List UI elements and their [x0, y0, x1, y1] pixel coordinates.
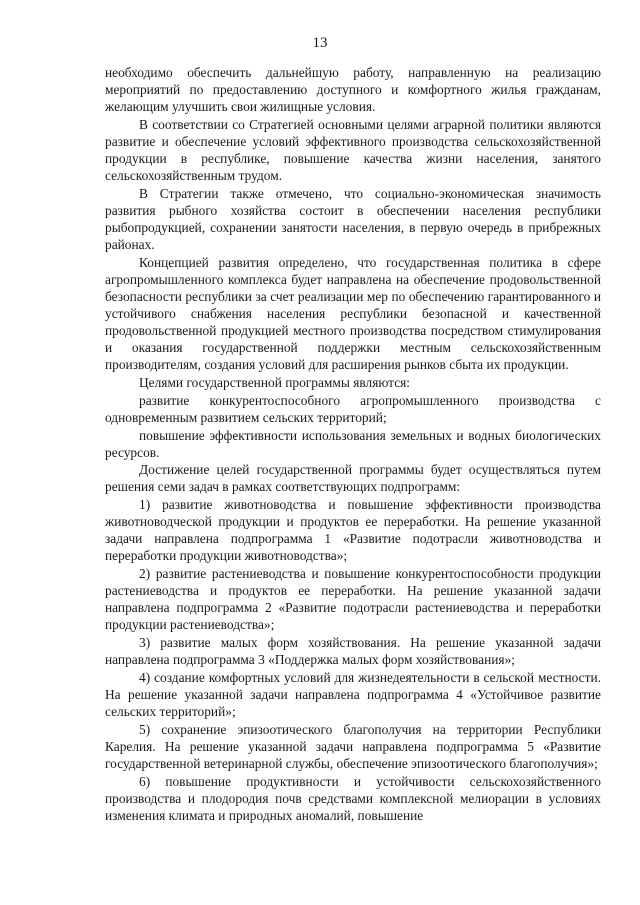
paragraph-task-1: 1) развитие животноводства и повышение эффективности производства животноводческой продукции и продуктов ее переработки. На решение указанной задачи направлена подпрограмма 1 «Развитие подотрасли животноводства и переработки продукции животноводства»;	[105, 497, 601, 564]
paragraph-concept: Концепцией развития определено, что государственная политика в сфере агропромышленного комплекса будет направлена на обеспечение продовольственной безопасности республики за счет реализации мер по обеспечению гарантированного и устойчивого снабжения населения республики безопасной и качественной продовольственной продукцией местного производства посредством стимулирования и оказания государственной поддержки местным сельскохозяйственным производителям, создания условий для расширения рынков сбыта их продукции.	[105, 254, 601, 373]
paragraph-strategy-goals: В соответствии со Стратегией основными целями аграрной политики являются развитие и обеспечение условий эффективного производства сельскохозяйственной продукции в республике, повышение качества жизни населения, занятого сельскохозяйственным трудом.	[105, 116, 601, 184]
paragraph-task-6: 6) повышение продуктивности и устойчивости сельскохозяйственного производства и плодородия почв средствами комплексной мелиорации в условиях изменения климата и природных аномалий, повышение	[105, 773, 601, 823]
paragraph-task-4: 4) создание комфортных условий для жизнедеятельности в сельской местности. На решение указанной задачи направлена подпрограмма 4 «Устойчивое развитие сельских территорий»;	[105, 669, 601, 719]
paragraph-fisheries: В Стратегии также отмечено, что социально-экономическая значимость развития рыбного хозяйства состоит в обеспечении населения республики рыбопродукцией, сохранении занятости населения, в первую очередь в прибрежных районах.	[105, 185, 601, 253]
paragraph-task-5: 5) сохранение эпизоотического благополучия на территории Республики Карелия. На решение указанной задачи направлена подпрограмма 5 «Развитие государственной ветеринарной службы, обеспечение эпизоотического благополучия»;	[105, 721, 601, 771]
paragraph-task-3: 3) развитие малых форм хозяйствования. На решение указанной задачи направлена подпрограмма 3 «Поддержка малых форм хозяйствования»;	[105, 635, 601, 668]
paragraph-program-goals-intro: Целями государственной программы являются:	[139, 375, 411, 391]
paragraph-continuation: необходимо обеспечить дальнейшую работу, направленную на реализацию мероприятий по предоставлению доступного и комфортного жилья гражданам, желающим улучшить свои жилищные условия.	[105, 65, 601, 115]
paragraph-task-2: 2) развитие растениеводства и повышение конкурентоспособности продукции растениеводства и продуктов ее переработки. На решение указанной задачи направлена подпрограмма 2 «Развитие подотрасли растениеводства и переработки продукции растениеводства»;	[105, 566, 601, 633]
paragraph-goal-2: повышение эффективности использования земельных и водных биологических ресурсов.	[105, 427, 601, 460]
paragraph-tasks-intro: Достижение целей государственной программы будет осуществляться путем решения семи задач в рамках соответствующих подпрограмм:	[105, 462, 601, 495]
document-body	[105, 64, 601, 824]
paragraph-goal-1: развитие конкурентоспособного агропромышленного производства с одновременным развитием сельских территорий;	[105, 392, 601, 425]
page-number: 13	[312, 35, 328, 51]
